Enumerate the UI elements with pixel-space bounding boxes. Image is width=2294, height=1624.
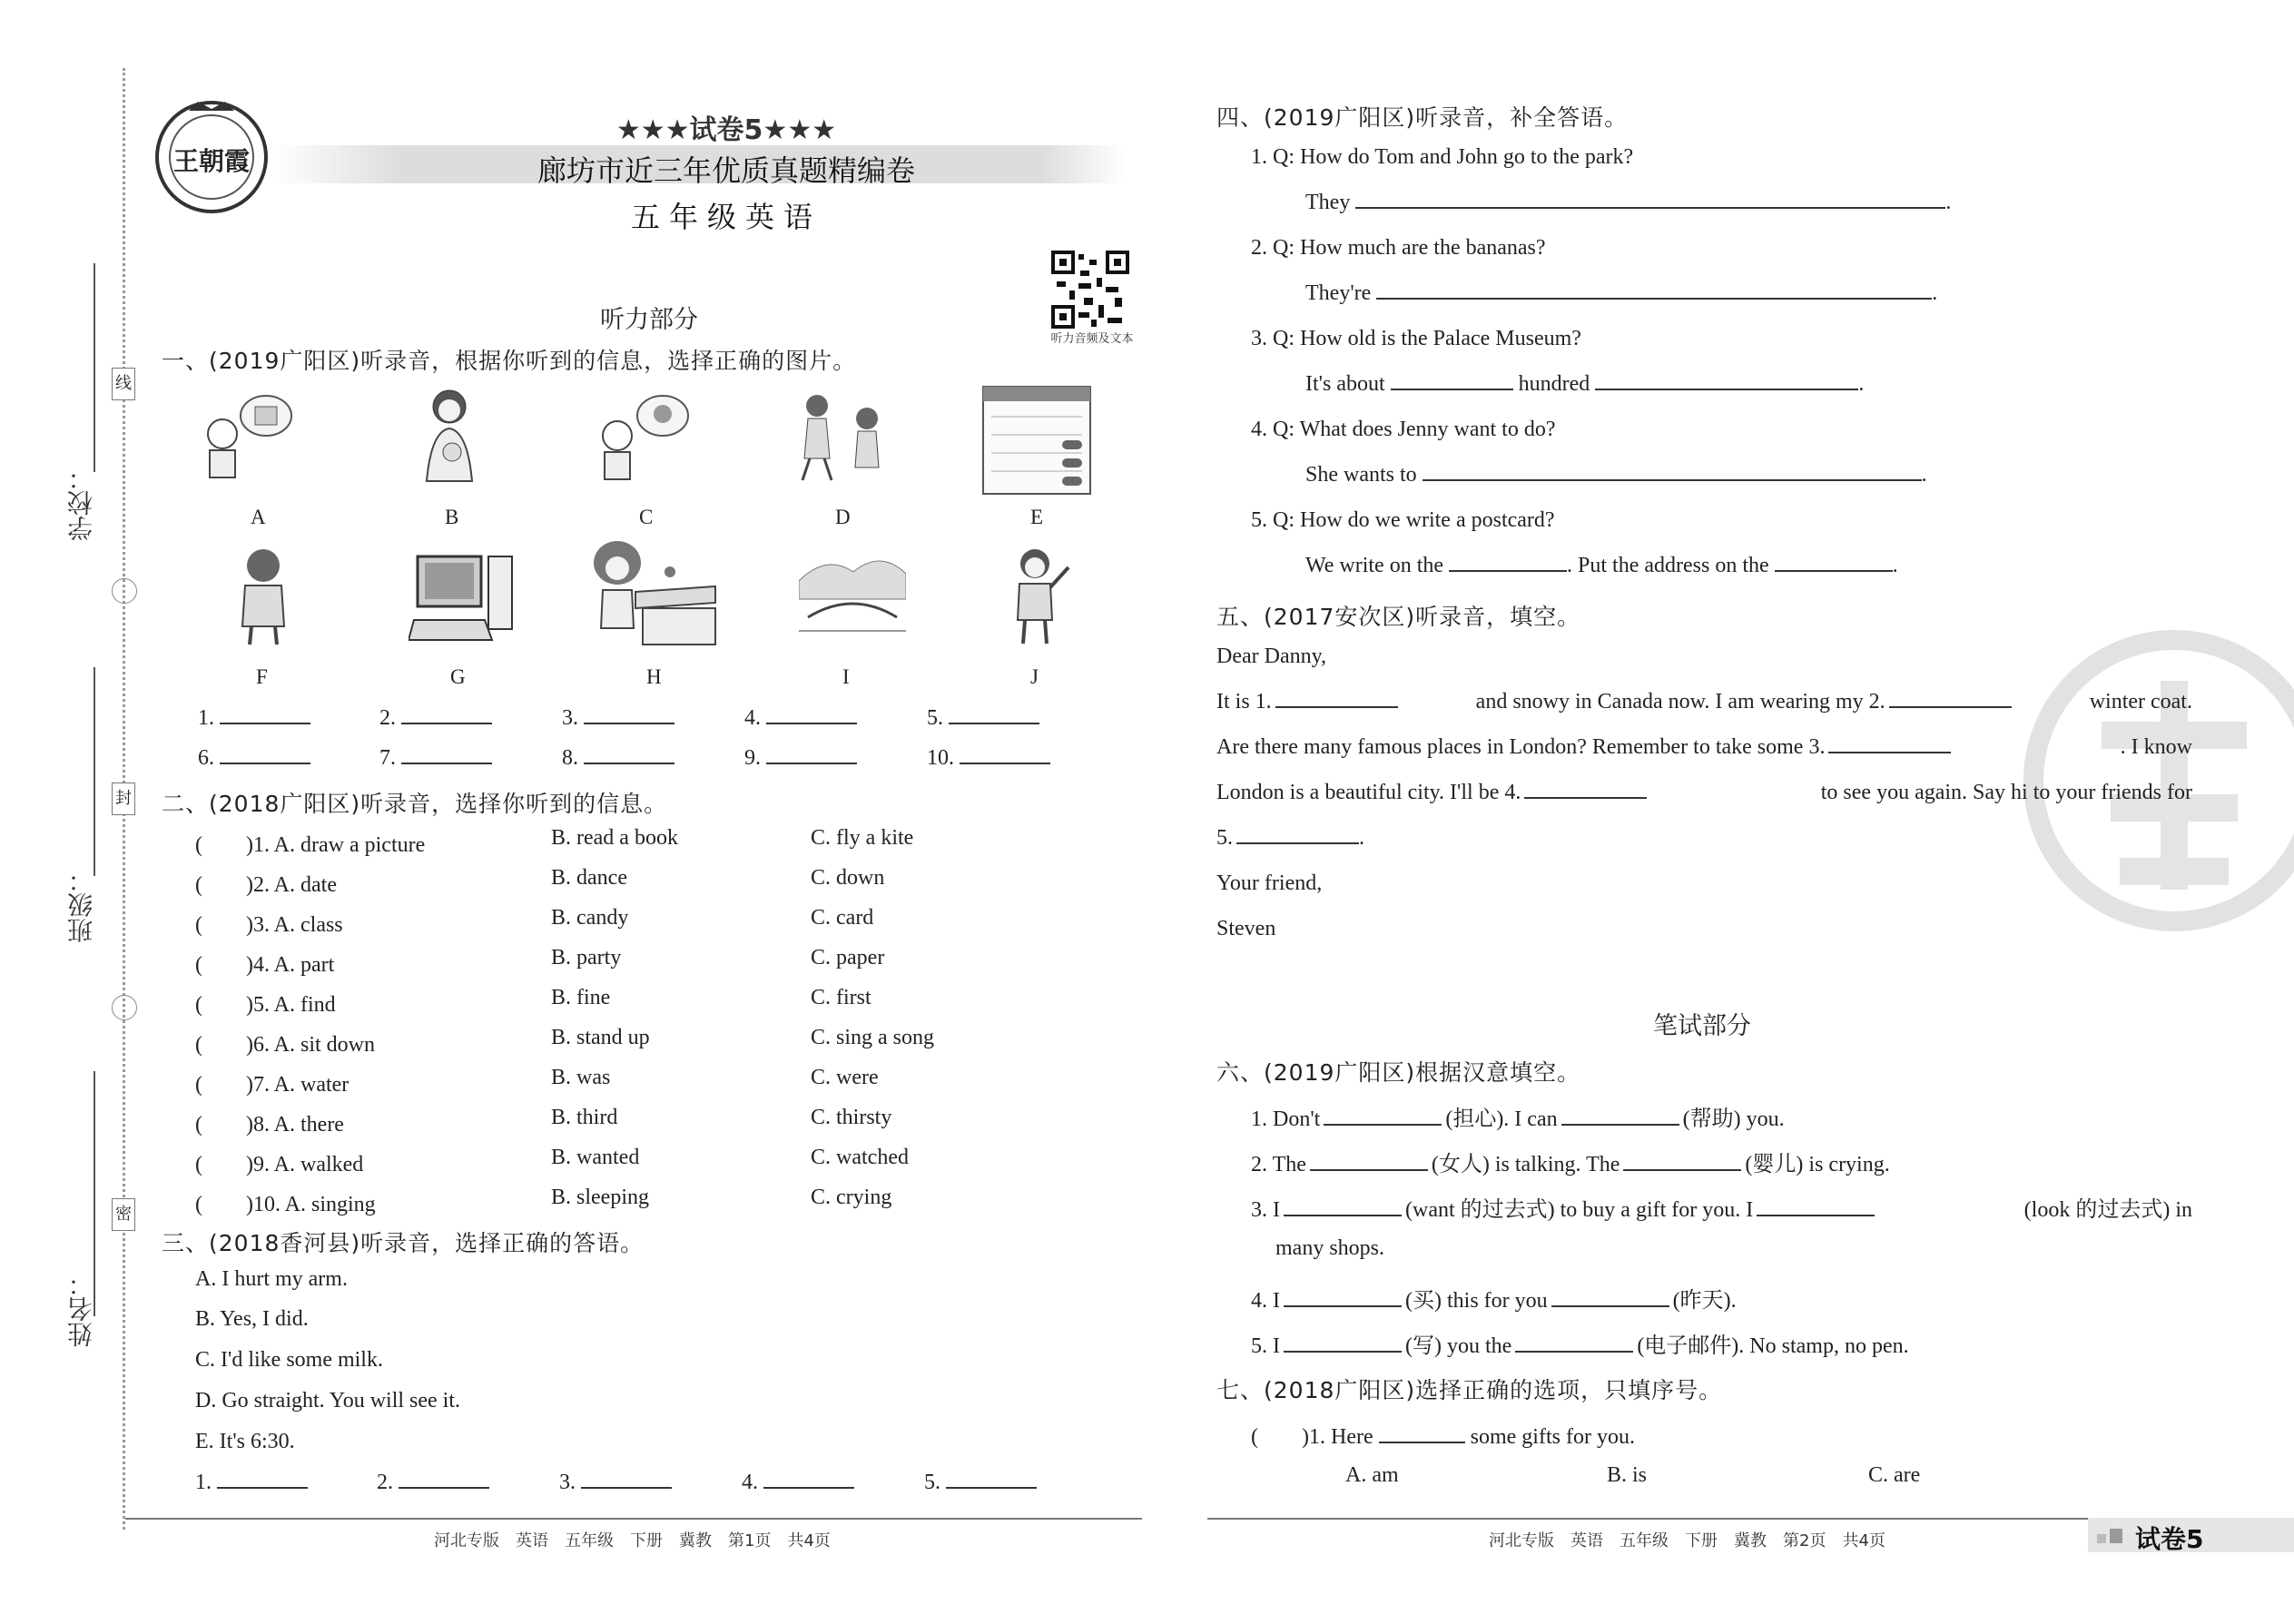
picture-c-boy-thinking-man: [592, 389, 692, 488]
q4-5: 5. Q: How do we write a postcard?: [1251, 508, 1555, 532]
choice-c: C. first: [811, 986, 871, 1009]
choice-b: B. stand up: [551, 1026, 650, 1049]
answer-9[interactable]: [744, 746, 857, 771]
choice-c: C. sing a song: [811, 1026, 935, 1049]
s7-question-1[interactable]: ( )1. Here some gifts for you.: [1251, 1425, 1635, 1449]
answer-4[interactable]: [744, 706, 857, 731]
choice-c: C. card: [811, 906, 874, 930]
section-1-title: 一、(2019广阳区)听录音，根据你听到的信息，选择正确的图片。: [162, 348, 857, 374]
choice-row-8[interactable]: ( )8. A. there: [195, 1113, 344, 1137]
s3-answer-3[interactable]: 3.: [559, 1471, 672, 1495]
s3-answer-1[interactable]: 1.: [195, 1471, 308, 1495]
choice-b: B. sleeping: [551, 1186, 649, 1209]
choice-c: C. watched: [811, 1146, 909, 1169]
section-6-title: 六、(2019广阳区)根据汉意填空。: [1216, 1059, 1581, 1086]
option-e: E. It's 6:30.: [195, 1430, 295, 1453]
footer-rule: [1207, 1518, 2215, 1520]
choice-row-5[interactable]: ( )5. A. find: [195, 993, 336, 1017]
answer-number: 4.: [744, 706, 761, 730]
choice-c: C. fly a kite: [811, 826, 914, 850]
picture-label-c: C: [639, 506, 654, 528]
choice-b: B. third: [551, 1106, 618, 1129]
s3-answer-5[interactable]: 5.: [924, 1471, 1037, 1495]
a4-4[interactable]: She wants to .: [1305, 463, 1927, 487]
letter-greeting: Dear Danny,: [1216, 645, 1327, 668]
answer-6[interactable]: [198, 746, 310, 771]
answer-1[interactable]: [198, 706, 310, 731]
paper-number: ★★★试卷5★★★: [615, 114, 837, 146]
letter-line-2[interactable]: Are there many famous places in London? Remember to take some 3. . I know: [1216, 735, 2192, 759]
letter-closing: Your friend,: [1216, 871, 1323, 895]
footer-tab: [2088, 1518, 2294, 1552]
choice-c: C. were: [811, 1066, 879, 1089]
picture-label-j: J: [1030, 665, 1039, 688]
section-7-title: 七、(2018广阳区)选择正确的选项，只填序号。: [1216, 1377, 1723, 1403]
choice-row-1[interactable]: ( )1. A. draw a picture: [195, 833, 426, 857]
answer-10[interactable]: [927, 746, 1050, 771]
section-3-title: 三、(2018香河县)听录音，选择正确的答语。: [162, 1230, 645, 1256]
listening-title: 听力部分: [600, 306, 698, 334]
name-label: 姓名：: [66, 1271, 96, 1347]
school-label: 学校：: [66, 465, 96, 541]
answer-number: 7.: [379, 746, 396, 770]
section-2-items: [195, 826, 976, 1225]
answer-number: 1.: [198, 706, 214, 730]
choice-b: B. wanted: [551, 1146, 640, 1169]
q4-3: 3. Q: How old is the Palace Museum?: [1251, 327, 1581, 350]
option-b: B. Yes, I did.: [195, 1307, 309, 1331]
picture-a-boy-thinking-shirt: [195, 389, 295, 488]
s6-line-4[interactable]: 4. I (买) this for you (昨天).: [1251, 1289, 1737, 1313]
circle-ornament-icon: [112, 578, 137, 604]
choice-b: B. fine: [551, 986, 611, 1009]
choice-b: B. dance: [551, 866, 627, 890]
answer-number: 10.: [927, 746, 954, 770]
subject-title: 五年级英语: [630, 200, 822, 234]
s6-line-1[interactable]: 1. Don't (担心). I can (帮助) you.: [1251, 1107, 1785, 1131]
choice-c: C. crying: [811, 1186, 892, 1209]
choice-row-6[interactable]: ( )6. A. sit down: [195, 1033, 375, 1057]
choice-row-7[interactable]: ( )7. A. water: [195, 1073, 350, 1097]
picture-label-f: F: [256, 665, 268, 688]
letter-line-3[interactable]: London is a beautiful city. I'll be 4. to see you again. Say hi to your friends for: [1216, 781, 2192, 804]
a4-5[interactable]: We write on the . Put the address on the .: [1305, 554, 1898, 577]
choice-c: C. down: [811, 866, 885, 890]
answer-number: 2.: [379, 706, 396, 730]
answer-number: 3.: [562, 706, 578, 730]
s6-line-3[interactable]: 3. I (want 的过去式) to buy a gift for you. I (look 的过去式) in: [1251, 1198, 2192, 1222]
picture-j-boy-waving: [985, 540, 1085, 640]
option-c: C. I'd like some milk.: [195, 1348, 383, 1372]
picture-b-woman-baby: [399, 381, 499, 481]
picture-label-e: E: [1030, 506, 1044, 528]
letter-line-4[interactable]: 5. .: [1216, 826, 1364, 850]
picture-h-woman-at-desk: [581, 537, 717, 651]
answer-2[interactable]: [379, 706, 492, 731]
picture-label-a: A: [251, 506, 266, 528]
class-label: 班级：: [66, 867, 96, 943]
choice-row-4[interactable]: ( )4. A. part: [195, 953, 335, 977]
footer-right: 河北专版 英语 五年级 下册 冀教 第2页 共4页: [1489, 1531, 1885, 1550]
series-title: 廊坊市近三年优质真题精编卷: [537, 153, 915, 188]
qr-caption: 听力音频及文本: [1050, 332, 1134, 346]
logo-seal: [153, 98, 271, 216]
section-2-title: 二、(2018广阳区)听录音，选择你听到的信息。: [162, 791, 668, 817]
answer-8[interactable]: [562, 746, 674, 771]
seal-mark-secret: 密: [112, 1198, 135, 1231]
margin-line: [94, 667, 95, 876]
letter-signature: Steven: [1216, 917, 1276, 940]
option-a: A. I hurt my arm.: [195, 1267, 348, 1291]
s7-option-a[interactable]: A. am: [1345, 1463, 1399, 1487]
picture-label-d: D: [835, 506, 851, 528]
q4-2: 2. Q: How much are the bananas?: [1251, 236, 1546, 260]
choice-b: B. read a book: [551, 826, 678, 850]
a4-3[interactable]: It's about hundred .: [1305, 372, 1865, 396]
s6-line-3-cont: many shops.: [1275, 1236, 1384, 1260]
picture-d-two-men-walking: [790, 386, 890, 486]
a4-1[interactable]: They .: [1305, 191, 1952, 214]
choice-b: B. was: [551, 1066, 611, 1089]
seal-mark-seal: 封: [112, 782, 135, 815]
seal-mark-line: 线: [112, 368, 135, 400]
qr-code[interactable]: [1051, 251, 1129, 329]
s6-line-2[interactable]: 2. The (女人) is talking. The (婴儿) is crying.: [1251, 1153, 1890, 1176]
answer-number: 5.: [927, 706, 943, 730]
answer-7[interactable]: [379, 746, 492, 771]
footer-left: 河北专版 英语 五年级 下册 冀教 第1页 共4页: [434, 1531, 831, 1550]
picture-f-girl-back: [213, 540, 313, 640]
choice-b: B. candy: [551, 906, 629, 930]
q4-4: 4. Q: What does Jenny want to do?: [1251, 418, 1556, 441]
section-5-title: 五、(2017安次区)听录音，填空。: [1216, 604, 1581, 630]
s6-line-5[interactable]: 5. I (写) you the (电子邮件). No stamp, no pen.: [1251, 1334, 1909, 1358]
picture-e-phone-train-tickets: [982, 386, 1091, 495]
choice-c: C. thirsty: [811, 1106, 892, 1129]
footer-tab-label: 试卷5: [2135, 1524, 2204, 1554]
q4-1: 1. Q: How do Tom and John go to the park?: [1251, 145, 1634, 169]
footer-rule: [125, 1518, 1142, 1520]
choice-c: C. paper: [811, 946, 885, 969]
picture-i-bridge-scenery: [799, 545, 906, 645]
a4-2[interactable]: They're .: [1305, 281, 1938, 305]
s7-option-b[interactable]: B. is: [1607, 1463, 1648, 1487]
logo-text: 王朝霞: [172, 146, 250, 176]
s3-answer-2[interactable]: 2.: [377, 1471, 489, 1495]
choice-b: B. party: [551, 946, 622, 969]
circle-ornament-icon: [112, 995, 137, 1020]
answer-3[interactable]: [562, 706, 674, 731]
choice-row-3[interactable]: ( )3. A. class: [195, 913, 343, 937]
answer-5[interactable]: [927, 706, 1039, 731]
section-4-title: 四、(2019广阳区)听录音，补全答语。: [1216, 104, 1629, 131]
choice-row-9[interactable]: ( )9. A. walked: [195, 1153, 364, 1176]
picture-label-b: B: [445, 506, 459, 528]
margin-line: [94, 263, 95, 472]
answer-number: 9.: [744, 746, 761, 770]
choice-row-10[interactable]: ( )10. A. singing: [195, 1193, 376, 1216]
choice-row-2[interactable]: ( )2. A. date: [195, 873, 337, 897]
picture-label-g: G: [450, 665, 466, 688]
writing-title: 笔试部分: [1653, 1012, 1751, 1040]
s7-option-c[interactable]: C. are: [1868, 1463, 1921, 1487]
letter-line-1[interactable]: It is 1. and snowy in Canada now. I am wearing my 2. winter coat.: [1216, 690, 2192, 714]
picture-g-computer: [409, 549, 517, 649]
answer-number: 6.: [198, 746, 214, 770]
option-d: D. Go straight. You will see it.: [195, 1389, 461, 1412]
s3-answer-4[interactable]: 4.: [742, 1471, 854, 1495]
picture-label-i: I: [842, 665, 850, 688]
answer-number: 8.: [562, 746, 578, 770]
picture-label-h: H: [646, 665, 662, 688]
